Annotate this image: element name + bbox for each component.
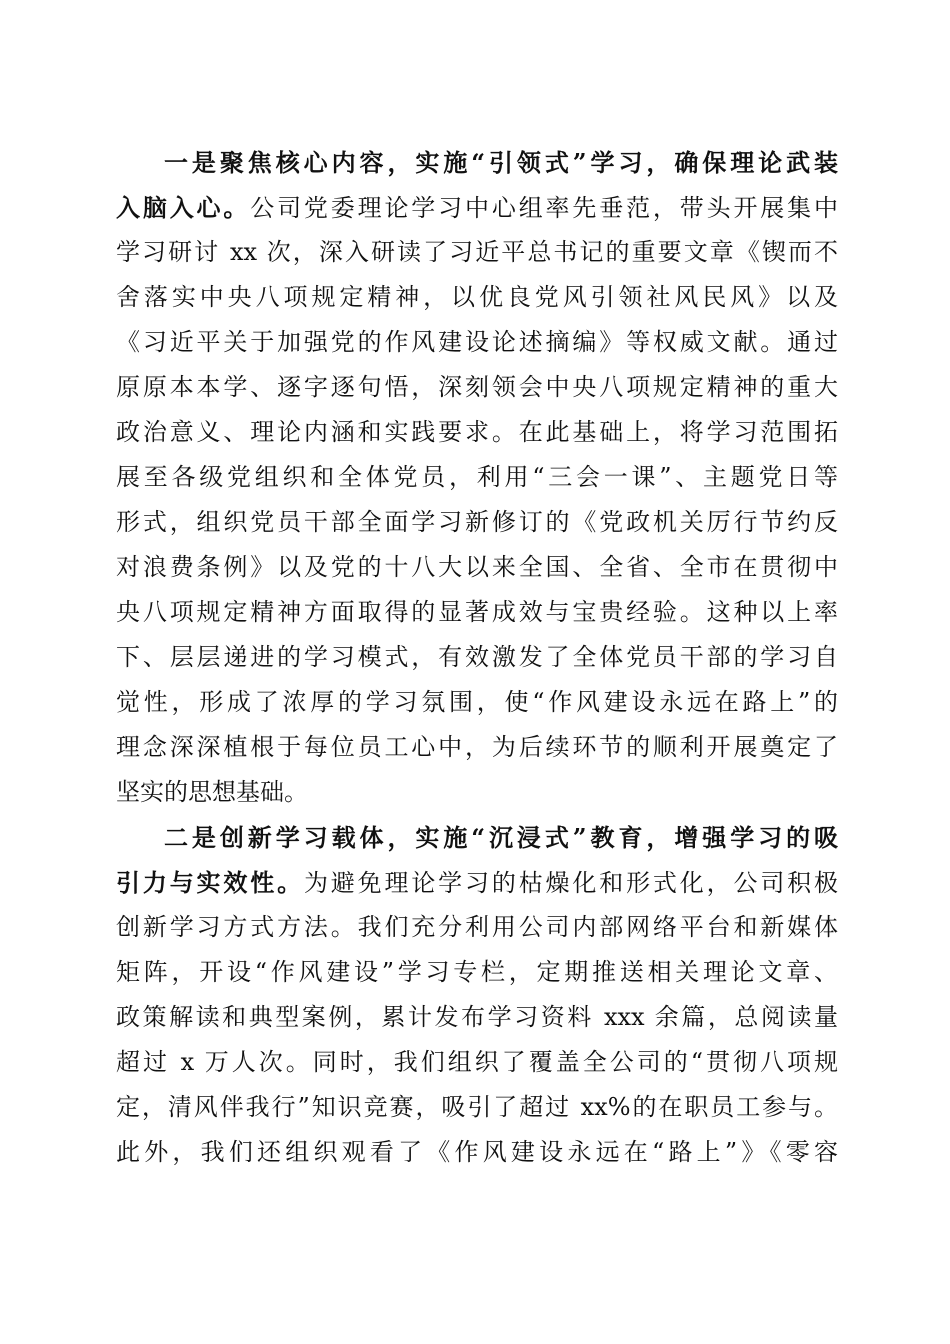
- paragraph-2-line-1: [116, 815, 838, 860]
- paragraph-1-line-1: [116, 140, 838, 185]
- body-text: 下、层层递进的学习模式，有效激发了全体党员干部的学习自: [116, 643, 838, 671]
- paragraph-2-line-5: [116, 995, 838, 1040]
- body-text: 政策解读和典型案例，累计发布学习资料 xxx 余篇，总阅读量: [116, 1003, 838, 1031]
- body-text: 形式，组织党员干部全面学习新修订的《党政机关厉行节约反: [116, 508, 838, 536]
- body-text: 舍落实中央八项规定精神，以优良党风引领社风民风》以及: [116, 283, 838, 311]
- paragraph-1-line-15: [116, 770, 838, 815]
- paragraph-2-heading-end: 引力与实效性。: [116, 868, 304, 897]
- paragraph-2-line-7: [116, 1085, 838, 1130]
- paragraph-1-heading: 一是聚焦核心内容，实施“引领式”学习，确保理论武装: [164, 148, 838, 177]
- paragraph-1-heading-end: 入脑入心。: [116, 193, 251, 222]
- paragraph-1-line-11: [116, 590, 838, 635]
- body-text: 为避免理论学习的枯燥化和形式化，公司积极: [303, 869, 838, 897]
- paragraph-1-line-13: [116, 680, 838, 725]
- body-text: 超过 x 万人次。同时，我们组织了覆盖全公司的“贯彻八项规: [116, 1048, 838, 1076]
- paragraph-1-line-5: [116, 320, 838, 365]
- body-text: 理念深深植根于每位员工心中，为后续环节的顺利开展奠定了: [116, 733, 838, 761]
- paragraph-1-line-2: [116, 185, 838, 230]
- document-body: [116, 140, 838, 1175]
- body-text: 《习近平关于加强党的作风建设论述摘编》等权威文献。通过: [116, 328, 838, 356]
- body-text: 矩阵，开设“作风建设”学习专栏，定期推送相关理论文章、: [116, 958, 838, 986]
- body-text: 公司党委理论学习中心组率先垂范，带头开展集中: [250, 194, 838, 222]
- paragraph-2-line-6: [116, 1040, 838, 1085]
- paragraph-1-line-12: [116, 635, 838, 680]
- paragraph-1-line-3: [116, 230, 838, 275]
- paragraph-2-line-2: [116, 860, 838, 905]
- body-text: 创新学习方式方法。我们充分利用公司内部网络平台和新媒体: [116, 913, 838, 941]
- body-text: 原原本本学、逐字逐句悟，深刻领会中央八项规定精神的重大: [116, 373, 838, 401]
- body-text: 学习研讨 xx 次，深入研读了习近平总书记的重要文章《锲而不: [116, 238, 838, 266]
- paragraph-1-line-8: [116, 455, 838, 500]
- body-text: 此外，我们还组织观看了《作风建设永远在“路上”》《零容: [116, 1138, 838, 1166]
- paragraph-1-line-14: [116, 725, 838, 770]
- body-text: 政治意义、理论内涵和实践要求。在此基础上，将学习范围拓: [116, 418, 838, 446]
- paragraph-2-line-3: [116, 905, 838, 950]
- body-text: 展至各级党组织和全体党员，利用“三会一课”、主题党日等: [116, 463, 838, 491]
- paragraph-2-line-4: [116, 950, 838, 995]
- body-text: 央八项规定精神方面取得的显著成效与宝贵经验。这种以上率: [116, 598, 838, 626]
- body-text: 觉性，形成了浓厚的学习氛围，使“作风建设永远在路上”的: [116, 688, 838, 716]
- paragraph-1-line-7: [116, 410, 838, 455]
- paragraph-1-line-9: [116, 500, 838, 545]
- body-text: 定，清风伴我行”知识竞赛，吸引了超过 xx%的在职员工参与。: [116, 1093, 838, 1121]
- body-text: 坚实的思想基础。: [116, 778, 308, 806]
- paragraph-2-line-8: [116, 1130, 838, 1175]
- body-text: 对浪费条例》以及党的十八大以来全国、全省、全市在贯彻中: [116, 553, 838, 581]
- paragraph-2-heading: 二是创新学习载体，实施“沉浸式”教育，增强学习的吸: [164, 823, 838, 852]
- paragraph-1-line-6: [116, 365, 838, 410]
- paragraph-1-line-10: [116, 545, 838, 590]
- paragraph-1-line-4: [116, 275, 838, 320]
